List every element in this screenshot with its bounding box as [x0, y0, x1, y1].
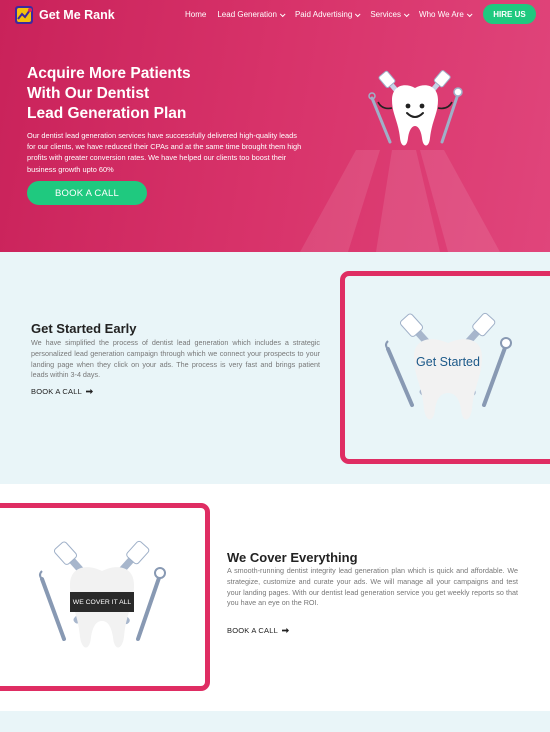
chevron-down-icon — [404, 11, 410, 17]
hero-description: Our dentist lead generation services have successfully delivered high-quality leads for our clients, we have reduced their CPAs and at the same time brought them high profits with greater conversion rates. We have helped our clients too boost their business growth upto 60% — [27, 131, 302, 174]
hero-section — [0, 0, 550, 252]
menu-item-services[interactable] — [370, 10, 408, 19]
chevron-down-icon — [355, 11, 361, 17]
illustration-caption: Get Started — [416, 355, 480, 369]
section-title: We Cover Everything — [227, 550, 358, 565]
illustration-caption: WE COVER IT ALL — [70, 592, 134, 612]
logo-icon — [13, 4, 35, 26]
menu-item-paid-advertising[interactable] — [295, 10, 359, 19]
arrow-right-icon — [86, 388, 93, 395]
menu-item-label: Home — [185, 10, 207, 19]
main-menu — [185, 10, 482, 19]
menu-item-who-we-are[interactable] — [419, 10, 471, 19]
light-beam — [300, 150, 380, 252]
link-label: BOOK A CALL — [31, 387, 82, 396]
smiling-tooth-illustration — [360, 62, 470, 157]
book-a-call-button[interactable]: BOOK A CALL — [27, 181, 147, 205]
arrow-right-icon — [282, 627, 289, 634]
menu-item-label: Who We Are — [419, 10, 464, 19]
logo[interactable] — [13, 4, 115, 26]
top-nav — [0, 0, 550, 30]
book-a-call-link[interactable] — [31, 387, 93, 396]
section-text: We have simplified the process of dentist lead generation which includes a strategic personalized lead generation campaign through which we connect your prospects to your landing page when they click on your ads. The process is very fast and brings patient leads within 3-4 days. — [31, 338, 320, 380]
hero-title — [27, 64, 287, 124]
get-started-illustration — [378, 305, 518, 430]
hire-us-button[interactable]: HIRE US — [483, 4, 536, 24]
section-title: Get Started Early — [31, 321, 137, 336]
chevron-down-icon — [280, 11, 286, 17]
brand-name: Get Me Rank — [39, 8, 115, 22]
hero-title-line: Acquire More Patients — [27, 65, 191, 82]
section-text: A smooth-running dentist integrity lead generation plan which is quick and affordable. We strategize, customize and curate your ads. We will manage all your campaigns and test your landing pages. With our dentist lead generation service you get weekly reports so that you have an eye on the ROI. — [227, 566, 518, 608]
hero-title-line: With Our Dentist — [27, 85, 150, 102]
menu-item-home[interactable] — [185, 10, 206, 19]
menu-item-label: Services — [370, 10, 402, 19]
cover-everything-illustration — [34, 535, 170, 660]
menu-item-lead-generation[interactable] — [217, 10, 284, 19]
hero-title-line: Lead Generation Plan — [27, 105, 187, 122]
menu-item-label: Lead Generation — [217, 10, 277, 19]
next-section — [0, 711, 550, 732]
menu-item-label: Paid Advertising — [294, 10, 353, 19]
link-label: BOOK A CALL — [227, 626, 278, 635]
book-a-call-link[interactable] — [227, 626, 289, 635]
chevron-down-icon — [467, 11, 473, 17]
